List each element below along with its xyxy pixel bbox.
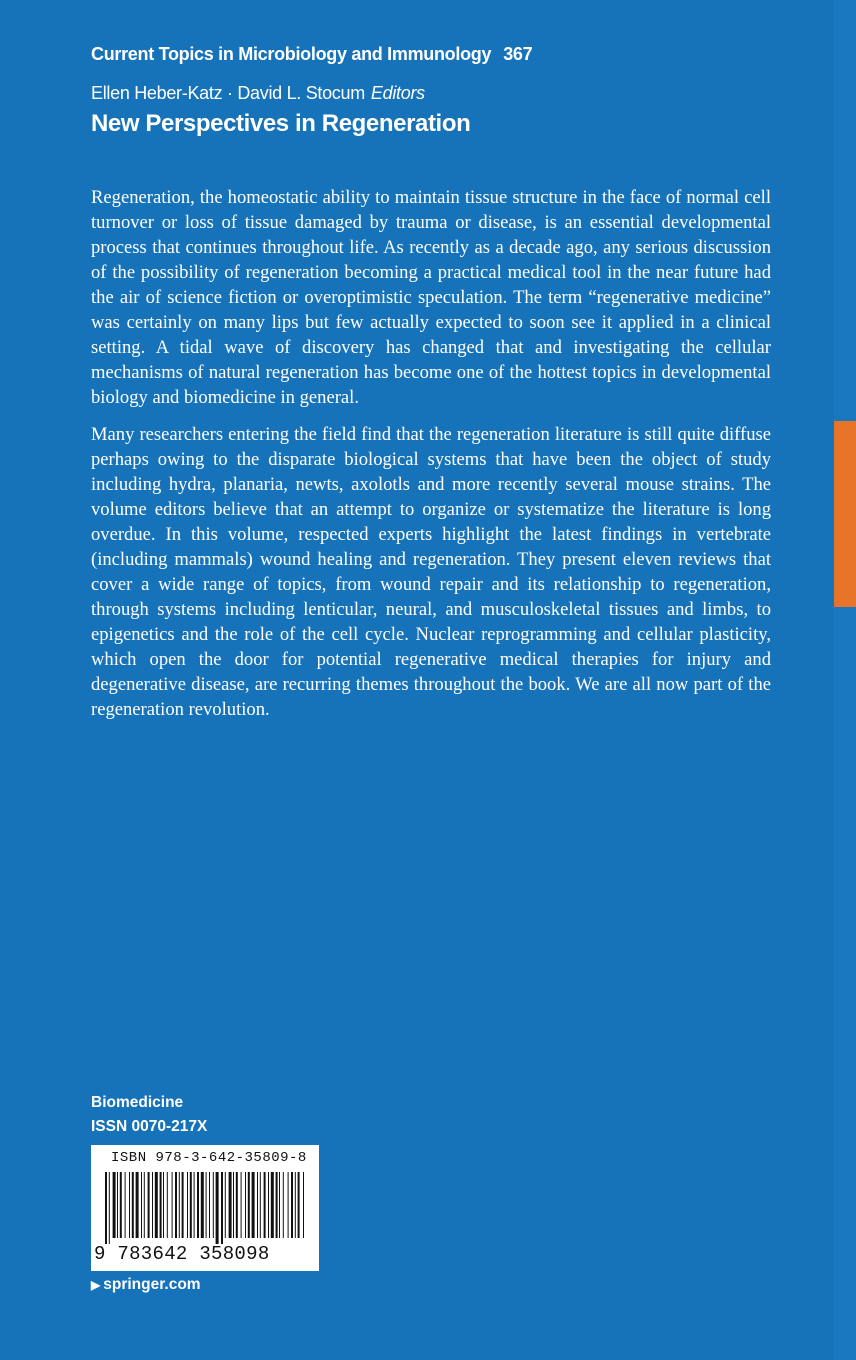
barcode-bar	[197, 1172, 199, 1238]
barcode-bar	[172, 1172, 173, 1238]
barcode-bar	[268, 1172, 269, 1238]
barcode-bar	[141, 1172, 142, 1238]
blurb-paragraph-1: Regeneration, the homeostatic ability to maintain tissue structure in the face of normal cell turnover or loss of tissue damaged by trauma or disease, is an essential developmental process that continues throughout life. As recently as a decade ago, any serious discussion of the possibility of regeneration becoming a practical medical tool in the near future had the air of science fiction or overoptimistic speculation. The term “regenerative medicine” was certainly on many lips but few actually expected to soon see it applied in a clinical setting. A tidal wave of discovery has changed that and investigating the cellular mechanisms of natural regeneration has become one of the hottest topics in developmental biology and biomedicine in general.	[91, 187, 771, 408]
barcode-bar	[187, 1172, 188, 1238]
barcode-bar	[109, 1172, 110, 1244]
barcode-bar	[257, 1172, 258, 1238]
barcode-bar	[155, 1172, 158, 1238]
barcode-bar	[167, 1172, 168, 1238]
barcode-bar	[213, 1172, 214, 1238]
barcode-bar	[298, 1172, 300, 1238]
ean-number: 9 783642 358098	[94, 1243, 270, 1265]
blurb-paragraph-2: Many researchers entering the field find that the regeneration literature is still quite diffuse perhaps owing to the disparate biological systems that have been the object of study including hydra, planaria, newts, axolotls and more recently several mouse strains. The volume editors believe that an attempt to organize or systematize the literature is long overdue. In this volume, respected experts highlight the latest findings in vertebrate (including mammals) wound healing and regeneration. They present eleven reviews that cover a wide range of topics, from wound repair and its relationship to regeneration, through systems including lenticular, neural, and musculoskeletal tissues and limbs, to epigenetics and the role of the cell cycle. Nuclear reprogramming and cellular plasticity, which open the door for potential regenerative medical therapies for injury and degenerative disease, are recurring themes throughout the book. We are all now part of the regeneration revolution.	[91, 424, 771, 720]
cover-edge	[834, 0, 856, 1360]
barcode-bar	[182, 1172, 184, 1238]
barcode-bar	[129, 1172, 130, 1238]
barcode	[91, 1145, 319, 1271]
barcode-bar	[132, 1172, 134, 1238]
barcode-bar	[190, 1172, 192, 1238]
barcode-bar	[125, 1172, 126, 1238]
barcode-bar	[252, 1172, 255, 1238]
barcode-bar	[120, 1172, 122, 1238]
barcode-bar	[117, 1172, 118, 1238]
series-volume: 367	[503, 44, 533, 64]
barcode-bar	[271, 1172, 274, 1238]
barcode-bar	[221, 1172, 223, 1244]
publisher-link[interactable]	[91, 1276, 201, 1294]
barcode-bar	[225, 1172, 226, 1238]
barcode-bar	[279, 1172, 280, 1238]
orange-accent-tab	[834, 421, 856, 607]
barcode-bar	[136, 1172, 139, 1238]
barcode-bar	[175, 1172, 177, 1238]
barcode-bar	[113, 1172, 116, 1238]
barcode-bar	[144, 1172, 145, 1238]
barcode-bar	[163, 1172, 164, 1238]
barcode-bar	[276, 1172, 278, 1238]
barcode-bars	[105, 1172, 305, 1244]
barcode-bar	[260, 1172, 261, 1238]
barcode-bar	[291, 1172, 293, 1238]
subject-category: Biomedicine	[91, 1094, 184, 1111]
barcode-bar	[148, 1172, 150, 1238]
isbn-label: ISBN 978-3-642-35809-8	[111, 1150, 307, 1166]
barcode-bar	[179, 1172, 180, 1238]
play-arrow-icon: ▶	[91, 1278, 101, 1292]
barcode-bar	[236, 1172, 238, 1238]
barcode-bar	[248, 1172, 250, 1238]
barcode-bar	[288, 1172, 289, 1238]
barcode-bar	[264, 1172, 266, 1238]
editor-names: Ellen Heber-Katz · David L. Stocum	[91, 83, 365, 103]
series-name: Current Topics in Microbiology and Immunology	[91, 44, 492, 64]
barcode-bar	[105, 1172, 107, 1244]
barcode-bar	[303, 1172, 304, 1238]
editors-line	[91, 83, 425, 104]
book-title: New Perspectives in Regeneration	[91, 110, 471, 137]
barcode-bar	[194, 1172, 195, 1238]
barcode-bar	[245, 1172, 246, 1238]
barcode-bar	[283, 1172, 284, 1238]
barcode-bar	[209, 1172, 210, 1238]
barcode-bar	[201, 1172, 204, 1238]
publisher-url: springer.com	[103, 1276, 201, 1293]
issn: ISSN 0070-217X	[91, 1118, 208, 1135]
barcode-bar	[160, 1172, 162, 1238]
barcode-bar	[241, 1172, 242, 1238]
barcode-bar	[233, 1172, 234, 1238]
barcode-bar	[295, 1172, 296, 1238]
series-title	[91, 44, 532, 65]
barcode-bar	[229, 1172, 232, 1238]
barcode-bar	[206, 1172, 207, 1238]
blurb	[91, 185, 771, 734]
editor-role: Editors	[370, 83, 425, 103]
barcode-bar	[216, 1172, 219, 1244]
barcode-bar	[152, 1172, 153, 1238]
